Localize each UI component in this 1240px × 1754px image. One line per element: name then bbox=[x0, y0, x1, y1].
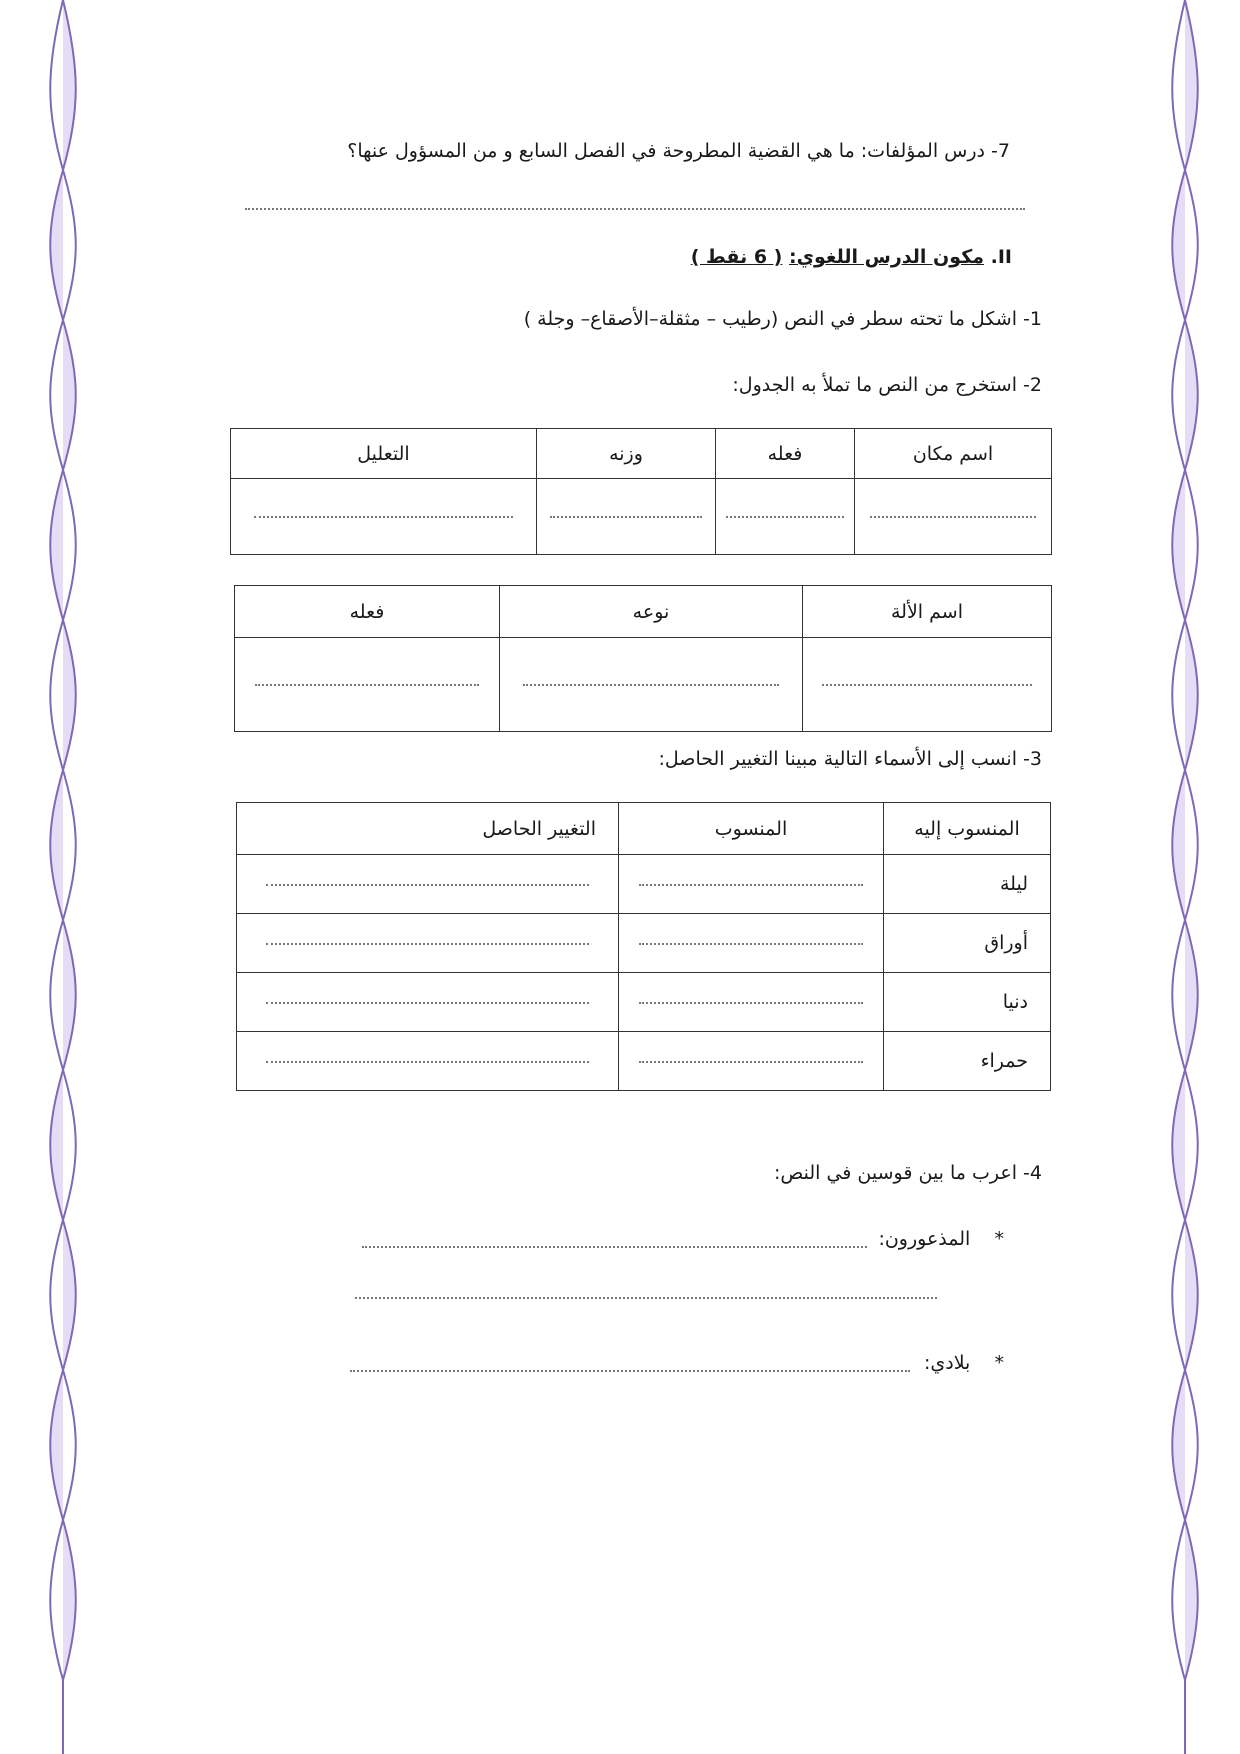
bullet-icon: * bbox=[994, 1228, 1004, 1250]
table-row bbox=[237, 914, 1051, 973]
parse-item-1 bbox=[878, 1228, 1004, 1250]
question-4: 4- اعرب ما بين قوسين في النص: bbox=[773, 1162, 1042, 1184]
table-nisba bbox=[236, 802, 1051, 1091]
table-row bbox=[237, 855, 1051, 914]
table3-cell[interactable] bbox=[619, 914, 884, 973]
table3-cell[interactable] bbox=[619, 973, 884, 1032]
table-instrument-noun bbox=[234, 585, 1052, 732]
table3-header-nisba: المنسوب bbox=[619, 803, 884, 855]
table1-header-place-noun: اسم مكان bbox=[855, 429, 1052, 479]
table3-cell[interactable] bbox=[237, 855, 619, 914]
table2-cell[interactable] bbox=[803, 638, 1052, 732]
table1-cell[interactable] bbox=[537, 479, 716, 555]
table3-word: دنيا bbox=[884, 973, 1051, 1032]
decorative-border-left bbox=[28, 0, 98, 1754]
bullet-icon: * bbox=[994, 1352, 1004, 1374]
table3-cell[interactable] bbox=[237, 914, 619, 973]
table1-cell[interactable] bbox=[231, 479, 537, 555]
table3-word: أوراق bbox=[884, 914, 1051, 973]
question-2: 2- استخرج من النص ما تملأ به الجدول: bbox=[732, 374, 1042, 396]
decorative-border-right bbox=[1150, 0, 1220, 1754]
answer-line-q7[interactable] bbox=[245, 208, 1025, 210]
table2-cell[interactable] bbox=[500, 638, 803, 732]
table3-word: ليلة bbox=[884, 855, 1051, 914]
table3-header-source: المنسوب إليه bbox=[884, 803, 1051, 855]
parse-item-2 bbox=[924, 1352, 1004, 1374]
table-place-noun bbox=[230, 428, 1052, 555]
table3-cell[interactable] bbox=[237, 1032, 619, 1091]
table1-header-reason: التعليل bbox=[231, 429, 537, 479]
answer-line[interactable] bbox=[355, 1297, 937, 1299]
section-title bbox=[691, 246, 1012, 268]
table-row bbox=[237, 973, 1051, 1032]
table1-header-pattern: وزنه bbox=[537, 429, 716, 479]
question-1: 1- اشكل ما تحته سطر في النص (رطيب – مثقلة–الأصقاع– وجلة ) bbox=[523, 308, 1042, 330]
table2-header-type: نوعه bbox=[500, 586, 803, 638]
table2-header-instrument-noun: اسم الألة bbox=[803, 586, 1052, 638]
table3-word: حمراء bbox=[884, 1032, 1051, 1091]
answer-line[interactable] bbox=[362, 1246, 867, 1248]
table2-header-verb: فعله bbox=[235, 586, 500, 638]
parse-word: المذعورون: bbox=[878, 1228, 971, 1250]
answer-line[interactable] bbox=[350, 1370, 910, 1372]
table1-cell[interactable] bbox=[855, 479, 1052, 555]
table1-cell[interactable] bbox=[716, 479, 855, 555]
table3-cell[interactable] bbox=[619, 855, 884, 914]
table3-cell[interactable] bbox=[237, 973, 619, 1032]
table3-header-change: التغيير الحاصل bbox=[237, 803, 619, 855]
table3-cell[interactable] bbox=[619, 1032, 884, 1091]
table2-cell[interactable] bbox=[235, 638, 500, 732]
section-numeral: II. bbox=[990, 246, 1012, 268]
question-7: 7- درس المؤلفات: ما هي القضية المطروحة في الفصل السابع و من المسؤول عنها؟ bbox=[347, 140, 1010, 162]
section-title-text: مكون الدرس اللغوي: bbox=[789, 246, 985, 268]
table1-header-verb: فعله bbox=[716, 429, 855, 479]
table-row bbox=[237, 1032, 1051, 1091]
question-3: 3- انسب إلى الأسماء التالية مبينا التغيير الحاصل: bbox=[658, 748, 1042, 770]
section-points: ( 6 نقط ) bbox=[690, 246, 783, 268]
parse-word: بلادي: bbox=[923, 1352, 971, 1374]
